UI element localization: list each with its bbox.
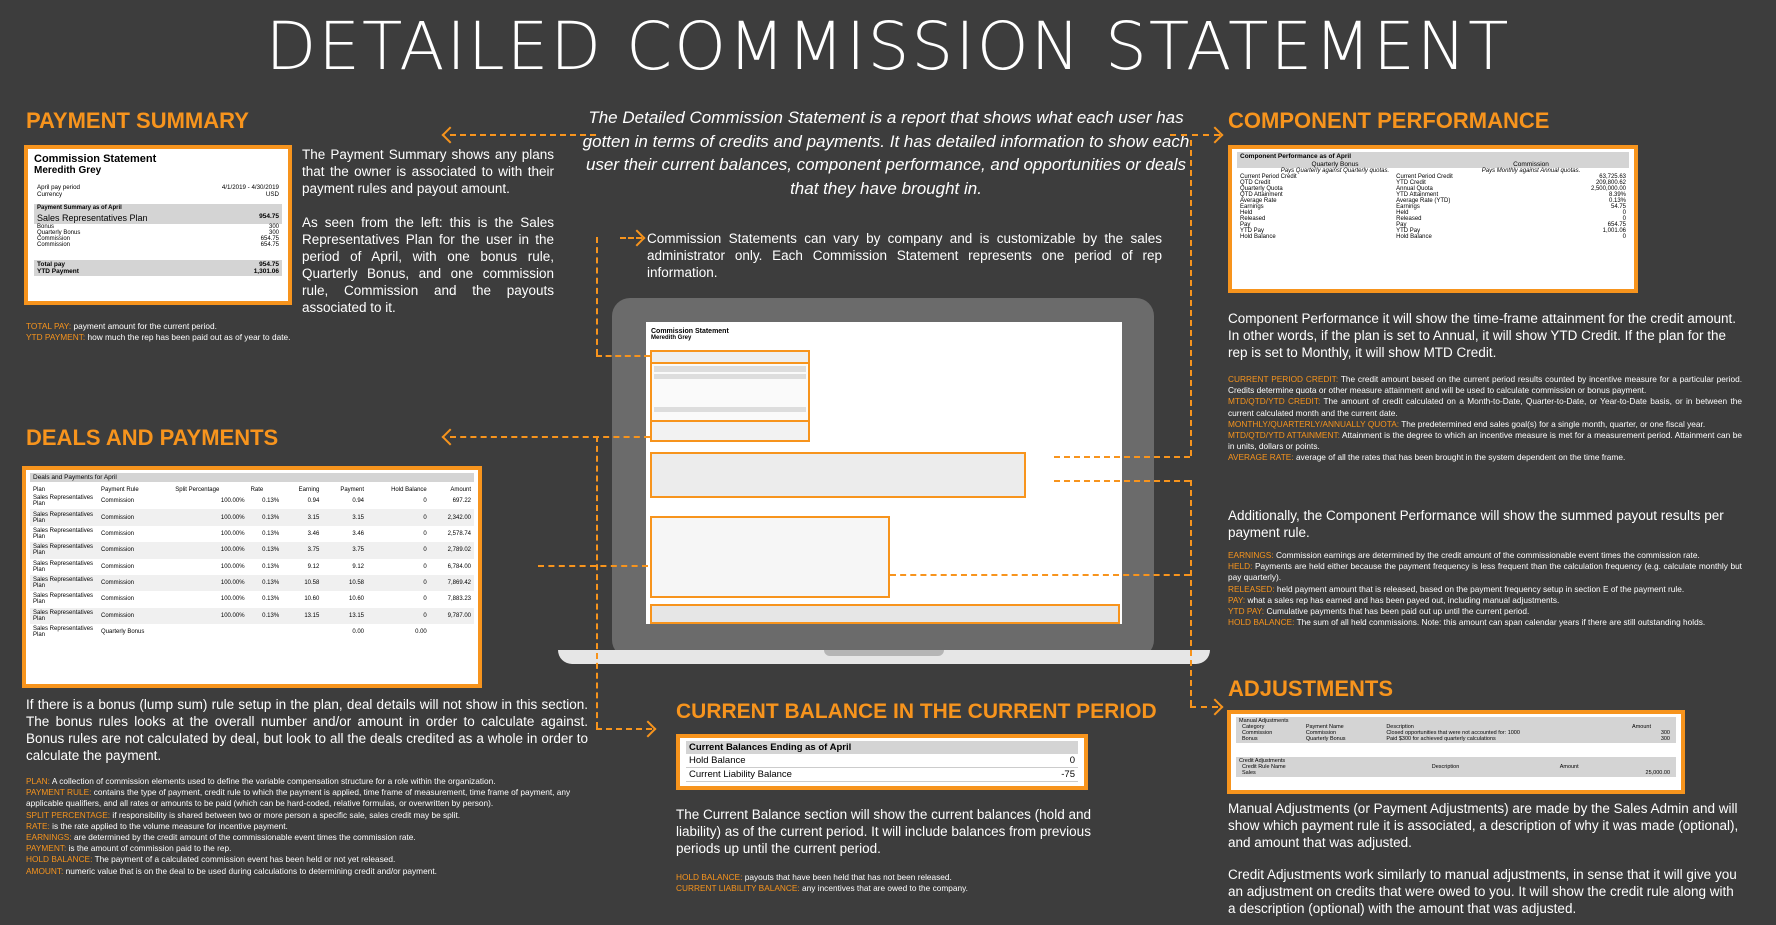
definition-text: what a sales rep has earned and has been payed out, including manual adjustments. (1247, 594, 1560, 605)
table-cell: 54.75 (1610, 204, 1626, 210)
table-cell: 209,800.62 (1595, 180, 1626, 186)
definition-item (26, 810, 588, 821)
table-cell: 0.13% (262, 563, 280, 570)
table-cell: 2,500,000.00 (1590, 186, 1626, 192)
table-cell: Sales Representatives Plan (33, 527, 94, 540)
definition-text: A collection of commission elements used to define the variable compensation structure for a role within the organization. (51, 776, 496, 786)
table-cell: 0 (1622, 216, 1626, 222)
table-cell: 2,789.02 (447, 547, 471, 554)
column-header: Description (1386, 724, 1414, 730)
component-defs-2 (1228, 550, 1742, 628)
definition-term: RELEASED: (1228, 583, 1275, 594)
table-cell: Paid $300 for achieved quarterly calculations (1386, 736, 1496, 742)
table-cell: 0 (423, 514, 427, 521)
def-text: how much the rep has been paid out as of year to date. (87, 332, 291, 343)
deals-card (22, 466, 482, 688)
table-cell (282, 624, 322, 640)
definition-term: MONTHLY/QUARTERLY/ANNUALLY QUOTA: (1228, 418, 1400, 429)
table-cell: 0 (1622, 210, 1626, 216)
table-cell: Quarterly Bonus (1305, 736, 1346, 742)
payment-summary-card (24, 145, 292, 305)
definition-text: Attainment is the degree to which an incentive measure is met for a measurement period. Attainment can be in units, dollars or points. (1228, 430, 1742, 452)
table-cell: 9.12 (307, 563, 320, 570)
table-cell: 6,784.00 (447, 563, 471, 570)
table-cell: Sales Representatives Plan (33, 560, 94, 573)
table-cell: YTD Pay (1240, 228, 1265, 234)
laptop-screen (646, 322, 1122, 624)
table-cell: 9,787.00 (447, 612, 471, 619)
table-cell: 2,578.74 (447, 530, 471, 537)
table-row (30, 542, 474, 558)
table-cell: 1,001.06 (1602, 228, 1626, 234)
table-cell: Commission (101, 596, 135, 603)
definition-text: is the amount of commission paid to the rep. (68, 843, 232, 854)
table-cell (1429, 770, 1557, 776)
table-cell: 100.00% (220, 580, 245, 587)
table-cell: 3.75 (307, 547, 320, 554)
table-cell: 100.00% (220, 514, 245, 521)
mini-component-box (650, 516, 890, 598)
table-cell: 0.13% (1608, 198, 1626, 204)
table-cell: Sales (1242, 770, 1256, 776)
definition-item (1228, 452, 1742, 463)
table-cell: Hold Balance (1240, 234, 1276, 240)
definition-term: MTD/QTD/YTD CREDIT: (1228, 396, 1321, 407)
table-cell: Sales Representatives Plan (33, 544, 94, 557)
adjustments-desc-2: Credit Adjustments work similarly to manual adjustments, in sense that it will give you an adjustment on credits that were owed to you. It will show the credit rule along with a description (optional) with the amount that was adjusted. (1228, 867, 1737, 916)
table-cell: Commission (101, 514, 135, 521)
table-cell: YTD Credit (1396, 180, 1426, 186)
definition-term: PAYMENT: (26, 843, 67, 854)
definition-item (1228, 550, 1742, 561)
table-cell: Released (1240, 216, 1266, 222)
summary-row-value: 654.75 (260, 242, 279, 248)
current-balance-desc: The Current Balance section will show the current balances (hold and liability) as of the current period. It will include balances from previous periods up until the current period. (676, 807, 1091, 856)
definition-item (1228, 419, 1742, 430)
balance-value: 0 (1069, 755, 1075, 766)
total-pay-label: Total pay (37, 261, 66, 268)
table-row (30, 591, 474, 607)
column-header: Amount (450, 487, 471, 493)
intro-secondary-text: Commission Statements can vary by company and is customizable by the sales administrator only. Each Commission Statement represents one period of rep information. (647, 231, 1162, 280)
summary-subheading: Payment Summary as of April (34, 204, 282, 212)
table-cell: Held (1240, 210, 1253, 216)
table-row (30, 559, 474, 575)
table-cell: 0.13% (262, 514, 280, 521)
definition-item (1228, 396, 1742, 418)
table-cell: Earnings (1396, 204, 1420, 210)
table-cell: 63,725.63 (1599, 174, 1626, 180)
table-cell: Average Rate (YTD) (1396, 198, 1451, 204)
table-cell: 0.13% (262, 596, 280, 603)
column-header: Amount (1632, 724, 1651, 730)
table-cell: Commission (101, 547, 135, 554)
component-card-title: Component Performance as of April (1237, 152, 1629, 161)
table-cell: Sales Representatives Plan (33, 577, 94, 590)
table-cell: 697.22 (452, 498, 471, 505)
balance-row (686, 754, 1078, 768)
component-col1-title: Quarterly Bonus (1311, 161, 1359, 168)
mini-summary-box (650, 362, 810, 422)
definition-item (1228, 595, 1742, 606)
table-cell: Sales Representatives Plan (33, 626, 94, 639)
currency-value: USD (265, 191, 279, 198)
component-col1-sub: Pays Quarterly against Quarterly quotas. (1280, 168, 1390, 174)
table-cell: 25,000.00 (1645, 770, 1670, 776)
definition-text: The credit amount based on the current period results counted by incentive measure for a particular period. Credits determine quota or other measure attainment and will be used to calculate commission or bonus payment. (1228, 374, 1742, 396)
table-row (30, 608, 474, 624)
table-cell: 0.00 (352, 629, 365, 636)
deals-card-title: Deals and Payments for April (30, 473, 474, 482)
summary-row-value: 300 (268, 224, 279, 230)
adjustments-desc-1: Manual Adjustments (or Payment Adjustments) are made by the Sales Admin and will show which payment rule it is associated, a description of why it was made (optional), and amount that was adjusted. (1228, 801, 1739, 850)
def-term: TOTAL PAY: (26, 321, 72, 331)
table-cell: 654.75 (1607, 222, 1626, 228)
definition-term: CURRENT PERIOD CREDIT: (1228, 374, 1339, 384)
table-cell: 100.00% (220, 563, 245, 570)
definition-item (26, 854, 588, 865)
table-cell: 300 (1660, 730, 1670, 736)
table-cell: Hold Balance (1396, 234, 1432, 240)
balance-label: Current Liability Balance (689, 769, 792, 780)
table-cell: 10.60 (304, 596, 320, 603)
table-cell: 0.13% (262, 530, 280, 537)
credit-adjustments-title: Credit Adjustments (1239, 758, 1286, 764)
table-cell: 100.00% (220, 612, 245, 619)
definition-term: HOLD BALANCE: (1228, 617, 1295, 628)
adjustments-heading: ADJUSTMENTS (1228, 676, 1394, 701)
ytd-payment-label: YTD Payment (37, 268, 79, 275)
table-cell (248, 624, 283, 640)
definition-text: Cumulative payments that has been paid out up until the current period. (1266, 606, 1530, 617)
table-cell: YTD Pay (1396, 228, 1421, 234)
table-row (1239, 736, 1673, 742)
current-balance-card (676, 734, 1088, 790)
mini-adjustments-box (650, 452, 1026, 498)
current-balance-defs (676, 872, 1136, 894)
table-cell: 7,869.42 (447, 580, 471, 587)
table-cell: 13.15 (349, 612, 365, 619)
definition-term: HELD: (1228, 561, 1253, 572)
component-col2-sub: Pays Monthly against Annual quotas. (1481, 168, 1581, 174)
table-cell: 100.00% (220, 530, 245, 537)
table-cell (172, 624, 247, 640)
table-cell: Released (1396, 216, 1422, 222)
table-cell: Annual Quota (1396, 186, 1433, 192)
definition-item (26, 832, 588, 843)
balance-label: Hold Balance (689, 755, 746, 766)
ytd-payment-value: 1,301.06 (253, 268, 279, 275)
table-cell: 10.58 (304, 580, 320, 587)
table-cell: Pay (1240, 222, 1251, 228)
definition-item (26, 821, 588, 832)
definition-item (1228, 617, 1742, 628)
definition-text: The sum of all held commissions. Note: this amount can span calendar years if there are still outstanding holds. (1296, 617, 1706, 628)
table-cell: 300 (1660, 736, 1670, 742)
definition-term: HOLD BALANCE: (26, 854, 93, 865)
table-cell: 0 (423, 580, 427, 587)
deals-heading: DEALS AND PAYMENTS (26, 425, 279, 450)
table-cell: 0.94 (307, 498, 320, 505)
table-cell: 3.15 (307, 514, 320, 521)
definition-text: The payment of a calculated commission event has been held or not yet released. (94, 854, 396, 865)
def-term: HOLD BALANCE: (676, 872, 743, 882)
table-row (1237, 234, 1629, 240)
table-cell: Sales Representatives Plan (33, 593, 94, 606)
table-cell: Average Rate (1240, 198, 1277, 204)
laptop-notch (824, 650, 944, 656)
period-value: 4/1/2019 - 4/30/2019 (221, 184, 279, 191)
table-cell: YTD Attainment (1396, 192, 1439, 198)
table-cell: Commission (101, 612, 135, 619)
payment-summary-desc-2: As seen from the left: this is the Sales Representatives Plan for the user in the period of April, with one bonus rule, Quarterly Bonus, and one commission rule, Commission and the payouts associated to it. (302, 215, 554, 315)
table-cell: 0.94 (352, 498, 365, 505)
summary-row-label: Commission (37, 236, 71, 242)
total-pay-value: 954.75 (259, 261, 279, 268)
period-label: April pay period (37, 184, 80, 191)
payment-summary-desc (302, 146, 554, 316)
definition-text: is the rate applied to the volume measure for incentive payment. (52, 820, 288, 831)
definition-term: SPLIT PERCENTAGE: (26, 809, 111, 820)
def-text: payouts that have been held that has not been released. (744, 872, 952, 882)
definition-item (26, 776, 588, 787)
component-col2-title: Commission (1513, 161, 1549, 168)
table-cell: Sales Representatives Plan (33, 609, 94, 622)
table-cell: Commission (101, 530, 135, 537)
table-cell: 8.39% (1608, 192, 1626, 198)
currency-label: Currency (37, 191, 63, 198)
laptop-doc-title: Commission Statement (651, 328, 729, 335)
intro-text: The Detailed Commission Statement is a report that shows what each user has gotten in terms of credits and payments. It has detailed information to show each user their current balances, component performance, and opportunities or deals that they have brought in. (582, 108, 1190, 198)
table-cell: QTD Attainment (1240, 192, 1283, 198)
definition-item (26, 787, 588, 809)
table-cell: Commission (101, 498, 135, 505)
definition-text: The amount of credit calculated on a Month-to-Date, Quarter-to-Date, or Year-to-Date basis, or in between the current calculated month and the current date. (1228, 396, 1742, 418)
table-cell: 3.75 (352, 547, 365, 554)
definition-item (1228, 584, 1742, 595)
summary-row (34, 242, 282, 248)
definition-text: contains the type of payment, credit rule to which the payment is applied, time frame of measurement, time frame of payment, any applicable qualifiers, and all rates or amounts to be paid (which can be hard-coded, relative formulas, or overwritten by person). (26, 787, 571, 809)
table-cell: Held (1396, 210, 1409, 216)
table-cell: 0 (423, 530, 427, 537)
column-header: Amount (1559, 764, 1579, 770)
table-cell: Closed opportunities that were not accounted for: 1000 (1386, 730, 1520, 736)
payment-summary-desc-1: The Payment Summary shows any plans that the owner is associated to with their payment rules and payout amount. (302, 147, 554, 196)
table-cell: 3.15 (352, 514, 365, 521)
column-header: Rate (250, 487, 264, 493)
table-cell: 10.58 (349, 580, 365, 587)
definition-term: EARNINGS: (26, 832, 72, 843)
current-balance-card-title: Current Balances Ending as of April (686, 741, 1078, 754)
table-cell: 3.46 (352, 530, 365, 537)
def-text: any incentives that are owed to the company. (802, 883, 968, 894)
definition-term: AVERAGE RATE: (1228, 452, 1294, 463)
table-cell: 2,342.00 (447, 514, 471, 521)
table-cell: Quarterly Bonus (101, 629, 145, 636)
definition-text: held payment amount that is released, based on the payment frequency setup in section E of the payment rule. (1276, 583, 1685, 594)
mini-balance-box (650, 420, 810, 442)
deals-desc: If there is a bonus (lump sum) rule setup in the plan, deal details will not show in this section. The bonus rules looks at the overall number and/or amount in order to calculate against. Bonus rules are not calculated by deal, but look to all the deals credited as a whole in order to calculate the payment. (26, 697, 588, 763)
column-header: Description (1431, 764, 1460, 770)
definition-item (1228, 561, 1742, 583)
table-cell: Commission (101, 580, 135, 587)
definition-term: RATE: (26, 820, 50, 831)
adjustments-card (1227, 710, 1685, 794)
table-cell: 0 (423, 498, 427, 505)
table-cell: Sales Representatives Plan (33, 495, 94, 508)
column-header: Payment (340, 487, 365, 493)
definition-text: if responsibility is shared between two or more person a specific sale, sales credit may be split. (112, 809, 461, 820)
component-desc-1: Component Performance it will show the time-frame attainment for the credit amount. In other words, if the plan is set to Annual, it will show YTD Credit. If the plan for the rep is set to Monthly, it will show MTD Credit. (1228, 311, 1736, 360)
def-text: payment amount for the current period. (73, 321, 217, 331)
table-cell: 0.13% (262, 498, 280, 505)
table-cell: 0.13% (262, 547, 280, 554)
definition-text: average of all the rates that has been brought in the system dependent on the time frame. (1295, 452, 1626, 463)
table-cell: 9.12 (352, 563, 365, 570)
definition-text: numeric value that is on the deal to be used during calculations to determining credit and/or payment. (65, 865, 437, 876)
table-cell: 0 (1622, 234, 1626, 240)
mini-deals-box (650, 604, 1120, 624)
table-row (30, 509, 474, 525)
table-cell: Pay (1396, 222, 1407, 228)
table-cell: Commission (1242, 730, 1273, 736)
table-cell: 100.00% (220, 596, 245, 603)
table-cell: Sales Representatives Plan (33, 511, 94, 524)
column-header: Payment Name (1305, 724, 1344, 730)
table-cell: 100.00% (220, 547, 245, 554)
component-card (1228, 145, 1638, 293)
summary-row-label: Quarterly Bonus (37, 230, 81, 236)
table-cell: 0.00 (415, 629, 427, 636)
table-cell: Current Period Credit (1240, 174, 1297, 180)
table-row (30, 526, 474, 542)
def-term: CURRENT LIABILITY BALANCE: (676, 883, 800, 894)
table-cell: Commission (1305, 730, 1337, 736)
table-cell: Commission (101, 563, 135, 570)
column-header: Plan (33, 487, 46, 493)
column-header: Category (1242, 724, 1265, 730)
page-title: DETAILED COMMISSION STATEMENT (265, 8, 1511, 85)
balance-value: -75 (1061, 769, 1075, 780)
laptop-doc-name: Meredith Grey (651, 335, 692, 341)
definition-term: EARNINGS: (1228, 550, 1274, 560)
statement-name: Meredith Grey (34, 165, 102, 176)
statement-title: Commission Statement (34, 153, 157, 165)
table-cell (430, 624, 474, 640)
component-desc-2: Additionally, the Component Performance will show the summed payout results per payment rule. (1228, 508, 1724, 540)
definition-term: PLAN: (26, 776, 50, 786)
table-row (30, 624, 474, 640)
definition-term: YTD PAY: (1228, 606, 1265, 617)
definition-item (1228, 374, 1742, 396)
payment-summary-defs (26, 321, 426, 343)
component-defs-1 (1228, 374, 1742, 464)
definition-text: Payments are held either because the payment frequency is less frequent than the calculation frequency (e.g. calculate monthly but pay quarterly). (1228, 561, 1742, 583)
plan-name: Sales Representatives Plan (37, 213, 148, 223)
table-cell: Quarterly Quota (1240, 186, 1283, 192)
column-header: Split Percentage (175, 487, 220, 493)
column-header: Credit Rule Name (1242, 764, 1286, 770)
definition-item (26, 866, 588, 877)
deals-defs (26, 776, 588, 877)
table-cell: 0 (423, 612, 427, 619)
table-row (30, 493, 474, 509)
table-cell (1380, 234, 1394, 240)
definition-text: are determined by the credit amount of the commissionable event times the commission rate. (73, 832, 416, 843)
definition-text: Commission earnings are determined by the credit amount of the commissionable event times the commission rate. (1275, 550, 1700, 560)
payment-summary-heading: PAYMENT SUMMARY (26, 108, 249, 133)
table-cell: 10.60 (349, 596, 365, 603)
summary-row-label: Bonus (37, 224, 55, 230)
table-cell: Bonus (1242, 736, 1258, 742)
definition-term: AMOUNT: (26, 865, 64, 876)
column-header: Hold Balance (391, 487, 427, 493)
balance-row (686, 768, 1078, 782)
component-heading: COMPONENT PERFORMANCE (1228, 108, 1550, 133)
table-cell: Earnings (1240, 204, 1264, 210)
table-cell: 13.15 (304, 612, 320, 619)
definition-item (1228, 430, 1742, 452)
definition-item (26, 843, 588, 854)
table-cell: 0 (423, 596, 427, 603)
current-balance-heading: CURRENT BALANCE IN THE CURRENT PERIOD (676, 700, 1157, 723)
table-cell: QTD Credit (1240, 180, 1271, 186)
plan-value: 954.75 (259, 213, 279, 220)
manual-adjustments-title: Manual Adjustments (1239, 718, 1289, 724)
table-row (1239, 770, 1673, 776)
table-cell: 0 (423, 547, 427, 554)
table-cell: Current Period Credit (1396, 174, 1453, 180)
summary-row-value: 654.75 (260, 236, 279, 242)
summary-row-label: Commission (37, 242, 71, 248)
table-cell: 0.13% (262, 580, 280, 587)
table-cell: 0.13% (262, 612, 280, 619)
table-row (30, 575, 474, 591)
definition-term: MTD/QTD/YTD ATTAINMENT: (1228, 430, 1340, 441)
table-cell: 7,883.23 (447, 596, 471, 603)
definition-term: PAYMENT RULE: (26, 787, 92, 798)
def-term: YTD PAYMENT: (26, 332, 86, 343)
summary-row-value: 300 (268, 230, 279, 236)
table-cell: 3.46 (307, 530, 320, 537)
column-header: Payment Rule (101, 487, 139, 493)
table-cell: 0 (423, 563, 427, 570)
definition-item (1228, 606, 1742, 617)
definition-term: PAY: (1228, 594, 1246, 605)
table-cell: 100.00% (220, 498, 245, 505)
definition-text: The predetermined end sales goal(s) for a single month, quarter, or one fiscal year. (1401, 418, 1706, 429)
column-header: Earning (298, 487, 320, 493)
